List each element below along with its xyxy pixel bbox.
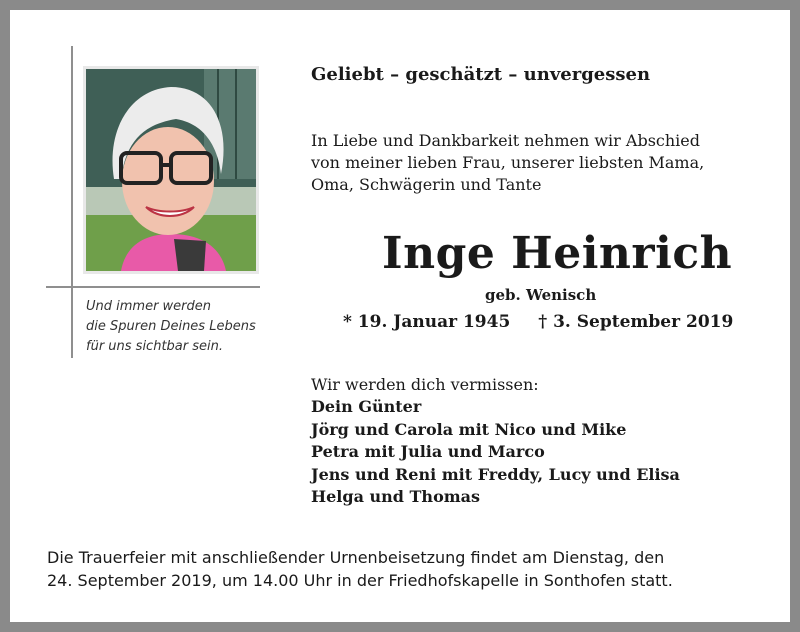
mourners-list: [311, 374, 680, 508]
mourner-line: Jens und Reni mit Freddy, Lucy und Elisa: [311, 464, 680, 484]
memorial-quote: [86, 297, 276, 357]
service-line: Die Trauerfeier mit anschließender Urnenbeisetzung findet am Dienstag, den: [47, 548, 665, 567]
service-notice: [47, 546, 673, 592]
maiden-name: geb. Wenisch: [485, 286, 597, 304]
quote-line: Und immer werden: [86, 299, 212, 314]
horizontal-rule: [46, 286, 260, 288]
mourner-line: Dein Günter: [311, 397, 422, 417]
obituary-card: [10, 10, 790, 622]
intro-line: Oma, Schwägerin und Tante: [311, 175, 542, 194]
portrait-illustration: [86, 69, 256, 271]
intro-text: [311, 130, 704, 196]
life-dates: [343, 312, 733, 332]
mourner-line: Petra mit Julia und Marco: [311, 442, 545, 462]
service-line: 24. September 2019, um 14.00 Uhr in der Friedhofskapelle in Sonthofen statt.: [47, 571, 673, 590]
deceased-name: Inge Heinrich: [382, 228, 733, 279]
mourners-lead: Wir werden dich vermissen:: [311, 375, 539, 394]
mourner-line: Jörg und Carola mit Nico und Mike: [311, 419, 627, 439]
intro-line: von meiner lieben Frau, unserer liebsten Mama,: [311, 153, 705, 172]
vertical-rule: [71, 46, 73, 358]
mourner-line: Helga und Thomas: [311, 487, 481, 507]
death-date: † 3. September 2019: [538, 312, 734, 332]
portrait-photo: [83, 66, 259, 274]
birth-date: * 19. Januar 1945: [343, 312, 511, 332]
quote-line: die Spuren Deines Lebens: [86, 319, 256, 334]
motto-heading: Geliebt – geschätzt – unvergessen: [311, 64, 651, 85]
quote-line: für uns sichtbar sein.: [86, 339, 223, 354]
intro-line: In Liebe und Dankbarkeit nehmen wir Abschied: [311, 131, 701, 150]
